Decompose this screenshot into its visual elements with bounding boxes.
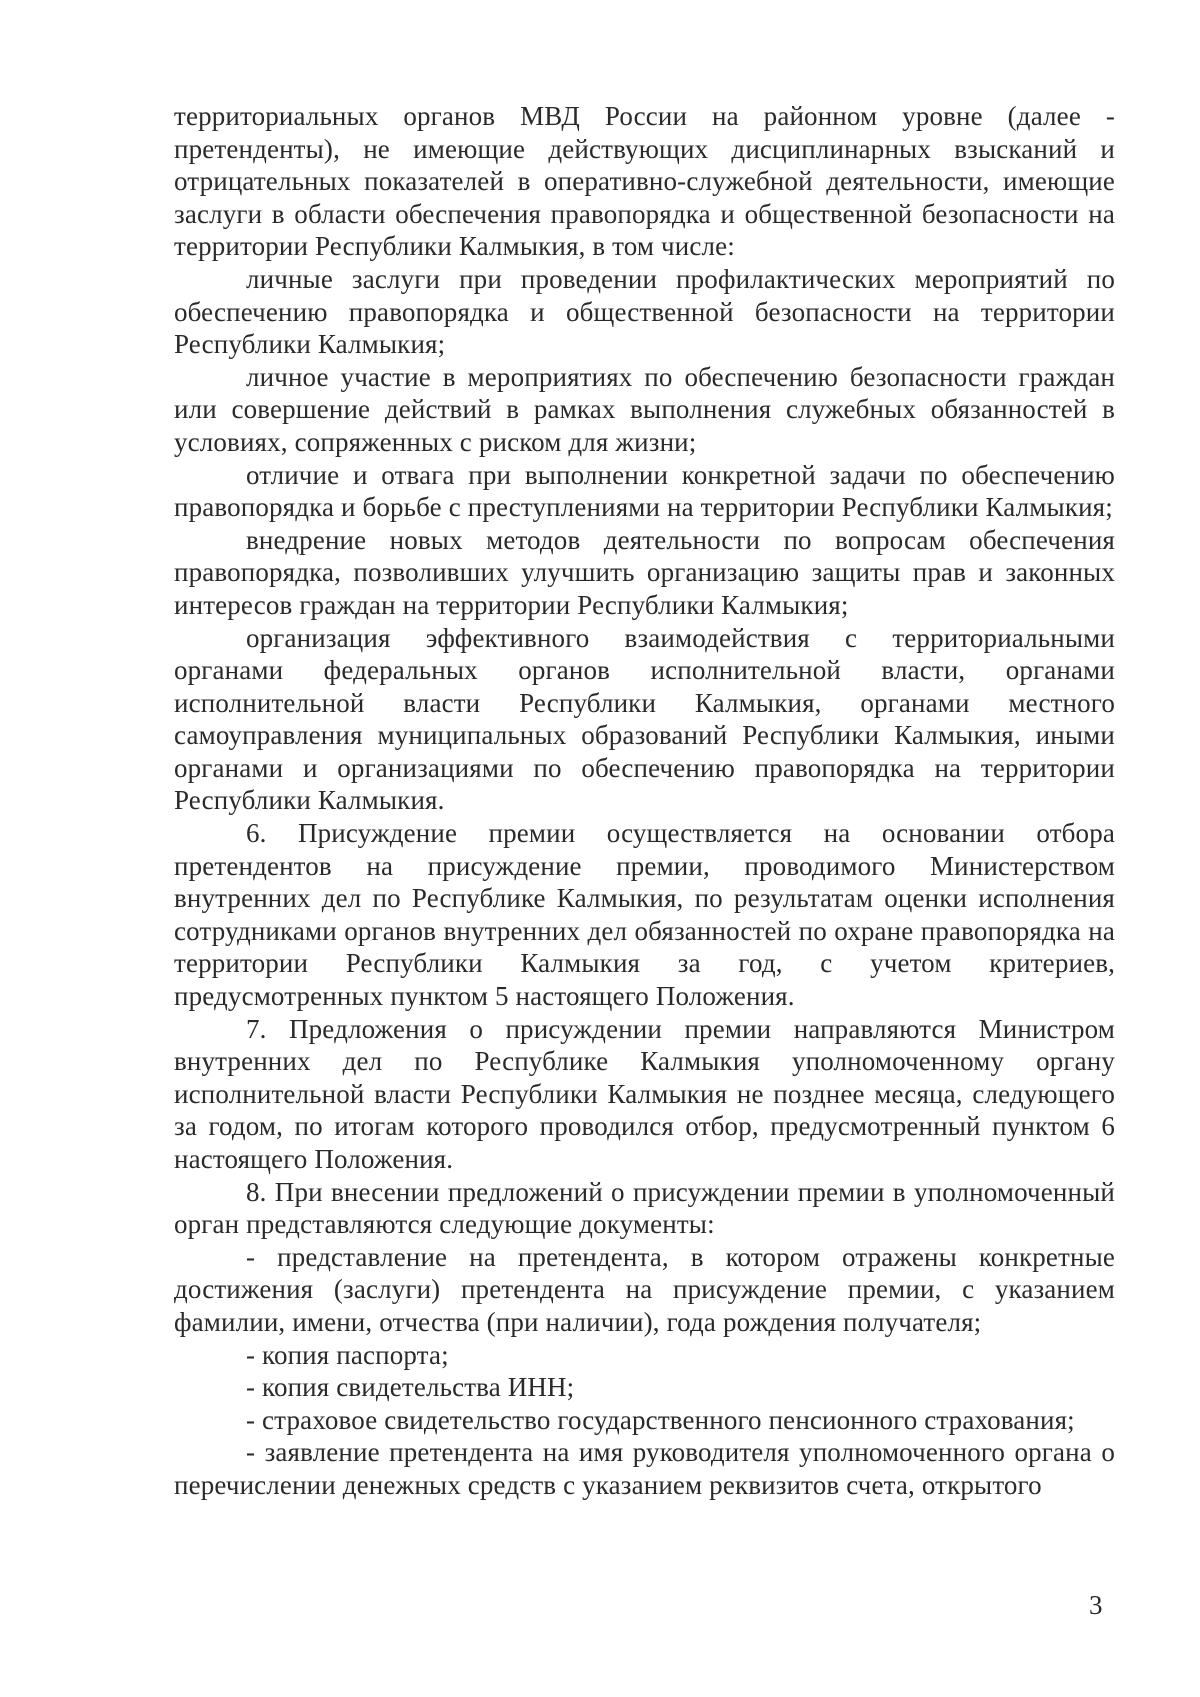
list-item-application: - заявление претендента на имя руководителя уполномоченного органа о перечислении денежных средств с указанием реквизитов счета, открытого (174, 1437, 1115, 1500)
list-item-inn: - копия свидетельства ИНН; (246, 1372, 575, 1403)
document-body (174, 100, 1115, 1502)
paragraph-item-6: 6. Присуждение премии осуществляется на основании отбора претендентов на присуждение премии, проводимого Министерством внутренних дел по Республике Калмыкия, по результатам оценки исполнения сотрудниками органов внутренних дел обязанностей по охране правопорядка на территории Республики Калмыкия за год, с учетом критериев, предусмотренных пунктом 5 настоящего Положения. (174, 818, 1115, 1012)
paragraph-criterion-valor: отличие и отвага при выполнении конкретной задачи по обеспечению правопорядка и борьбе с преступлениями на территории Республики Калмыкия; (174, 459, 1115, 523)
paragraph-criterion-preventive: личные заслуги при проведении профилактических мероприятий по обеспечению правопорядка и общественной безопасности на территории Республики Калмыкия; (174, 263, 1115, 360)
paragraph-item-7: 7. Предложения о присуждении премии направляются Министром внутренних дел по Республике Калмыкия уполномоченному органу исполнительной власти Республики Калмыкия не позднее месяца, следующего за годом, по итогам которого проводился отбор, предусмотренный пунктом 6 настоящего Положения. (174, 1013, 1115, 1174)
page-number: 3 (1089, 1590, 1103, 1620)
paragraph-item-8: 8. При внесении предложений о присуждении премии в уполномоченный орган представляются следующие документы: (174, 1176, 1115, 1240)
paragraph-intro-continuation: территориальных органов МВД России на районном уровне (далее - претенденты), не имеющие действующих дисциплинарных взысканий и отрицательных показателей в оперативно-служебной деятельности, имеющие заслуги в области обеспечения правопорядка и общественной безопасности на территории Республики Калмыкия, в том числе: (174, 101, 1115, 262)
paragraph-criterion-cooperation: организация эффективного взаимодействия с территориальными органами федеральных органов исполнительной власти, органами исполнительной власти Республики Калмыкия, органами местного самоуправления муниципальных образований Республики Калмыкия, иными органами и организациями по обеспечению правопорядка на территории Республики Калмыкия. (174, 622, 1115, 816)
paragraph-criterion-safety: личное участие в мероприятиях по обеспечению безопасности граждан или совершение действий в рамках выполнения служебных обязанностей в условиях, сопряженных с риском для жизни; (174, 361, 1115, 457)
list-item-representation: - представление на претендента, в котором отражены конкретные достижения (заслуги) претендента на присуждение премии, с указанием фамилии, имени, отчества (при наличии), года рождения получателя; (174, 1241, 1115, 1337)
list-item-pension-certificate: - страховое свидетельство государственного пенсионного страхования; (246, 1404, 1075, 1435)
list-item-passport: - копия паспорта; (246, 1339, 449, 1370)
paragraph-criterion-methods: внедрение новых методов деятельности по вопросам обеспечения правопорядка, позволивших улучшить организацию защиты прав и законных интересов граждан на территории Республики Калмыкия; (174, 524, 1115, 620)
